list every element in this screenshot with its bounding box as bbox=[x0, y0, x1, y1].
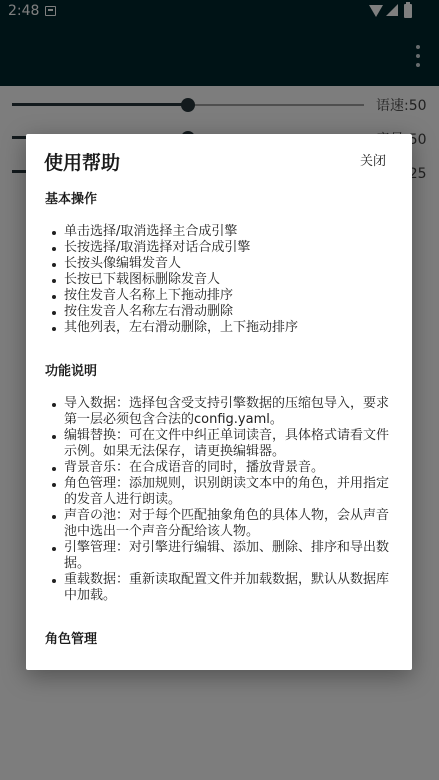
list-item: 其他列表，左右滑动删除，上下拖动排序 bbox=[44, 320, 396, 336]
list-item: 长按头像编辑发音人 bbox=[44, 256, 396, 272]
section-title: 基本操作 bbox=[45, 192, 98, 207]
list-item: 单击选择/取消选择主合成引擎 bbox=[44, 224, 396, 240]
list-item: 声音の池：对于每个匹配抽象角色的具体人物，会从声音池中选出一个声音分配给该人物。 bbox=[44, 508, 396, 540]
list-item: 按住发音人名称上下拖动排序 bbox=[44, 288, 396, 304]
list-item: 引擎管理：对引擎进行编辑、添加、删除、排序和导出数据。 bbox=[44, 540, 396, 572]
list-item: 编辑替换：可在文件中纠正单词读音，具体格式请看文件示例。如果无法保存，请更换编辑器。 bbox=[44, 428, 396, 460]
list-item: 长按选择/取消选择对话合成引擎 bbox=[44, 240, 396, 256]
list-item: 背景音乐：在合成语音的同时，播放背景音。 bbox=[44, 460, 396, 476]
dialog-title: 使用帮助 bbox=[44, 152, 121, 174]
dialog-body bbox=[44, 186, 396, 647]
section-title: 角色管理 bbox=[45, 632, 98, 647]
list-item: 按住发音人名称左右滑动删除 bbox=[44, 304, 396, 320]
list-item: 导入数据：选择包含受支持引擎数据的压缩包导入，要求第一层必须包含合法的config.yaml。 bbox=[44, 396, 396, 428]
section-title: 功能说明 bbox=[45, 364, 98, 379]
close-button[interactable]: 关闭 bbox=[360, 154, 387, 169]
section-list bbox=[44, 396, 396, 604]
list-item: 长按已下载图标删除发音人 bbox=[44, 272, 396, 288]
list-item: 角色管理：添加规则，识别朗读文本中的角色，并用指定的发音人进行朗读。 bbox=[44, 476, 396, 508]
help-dialog bbox=[26, 134, 412, 670]
list-item: 重载数据：重新读取配置文件并加载数据，默认从数据库中加载。 bbox=[44, 572, 396, 604]
section-list bbox=[44, 224, 396, 336]
